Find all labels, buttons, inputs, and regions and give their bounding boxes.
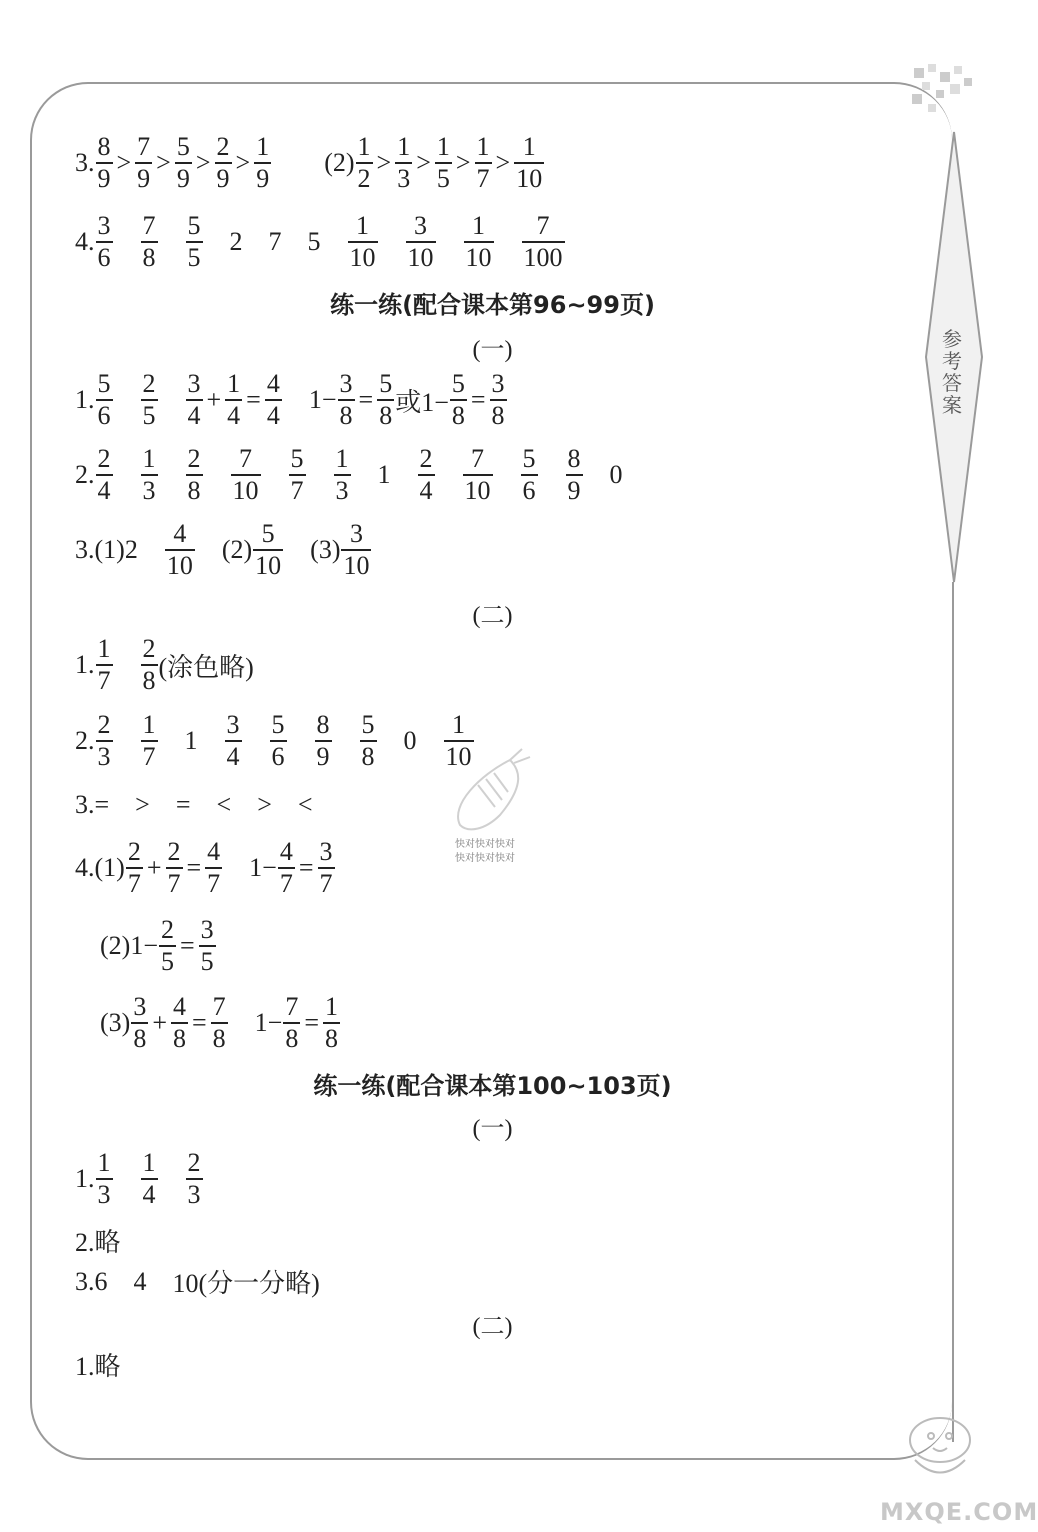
numerator: 1: [325, 992, 339, 1021]
fraction: [96, 132, 113, 194]
numerator: 2: [142, 369, 156, 398]
fraction: [126, 837, 143, 899]
fraction: [406, 211, 436, 273]
denominator: 8: [133, 1024, 147, 1053]
denominator: 7: [127, 869, 141, 898]
answer-text: 1.略: [75, 1352, 121, 1381]
fraction: [131, 992, 148, 1054]
denominator: 5: [142, 401, 156, 430]
fraction: [265, 369, 282, 431]
numerator: 1: [472, 211, 485, 240]
denominator: 3: [397, 164, 411, 193]
fraction: [96, 634, 113, 696]
fraction: [566, 444, 583, 506]
fraction: [289, 444, 306, 506]
numerator: 2: [167, 837, 181, 866]
denominator: 10: [516, 164, 543, 193]
numerator: 1: [452, 710, 465, 739]
fraction: [199, 915, 216, 977]
numerator: 7: [239, 444, 252, 473]
fraction: [323, 992, 340, 1054]
numerator: 5: [271, 710, 285, 739]
denominator: 8: [491, 401, 505, 430]
answer-line: [75, 211, 566, 273]
denominator: 7: [476, 164, 490, 193]
denominator: 5: [187, 243, 201, 272]
numerator: 3: [133, 992, 147, 1021]
fraction: [475, 132, 492, 194]
operator: +: [206, 385, 222, 414]
denominator: 8: [325, 1024, 339, 1053]
numerator: 2: [160, 915, 174, 944]
fraction: [96, 444, 113, 506]
fraction: [521, 444, 538, 506]
denominator: 4: [266, 401, 280, 430]
answer-line: [100, 992, 341, 1054]
watermark-text: 快对快对快对 快对快对快对: [455, 839, 515, 864]
denominator: 10: [464, 476, 491, 505]
fraction: [338, 369, 355, 431]
fraction: [96, 211, 113, 273]
operator: =: [179, 931, 195, 960]
fraction: [395, 132, 412, 194]
numerator: 5: [97, 369, 111, 398]
fraction: [175, 132, 192, 194]
denominator: 5: [436, 164, 450, 193]
answer-text: 1.: [75, 650, 95, 679]
section-heading: 练一练(配合课本第100~103页): [313, 1072, 672, 1100]
subsection-label: (二): [472, 1314, 513, 1340]
denominator: 10: [255, 551, 282, 580]
fraction: [360, 710, 377, 772]
operator: >: [416, 148, 431, 177]
answer-text: (2): [324, 148, 355, 177]
cartoon-corner-icon: [895, 1410, 985, 1490]
denominator: 5: [160, 947, 174, 976]
fraction: [186, 1148, 203, 1210]
numerator: 3: [339, 369, 353, 398]
numerator: 2: [187, 444, 201, 473]
numerator: 2: [216, 132, 230, 161]
fraction: [96, 1148, 113, 1210]
subsection-label: (二): [472, 603, 513, 629]
numerator: 2: [142, 634, 156, 663]
numerator: 1: [97, 634, 111, 663]
denominator: 10: [349, 243, 376, 272]
denominator: 10: [445, 742, 472, 771]
fraction: [135, 132, 152, 194]
fraction: [141, 211, 158, 273]
denominator: 6: [522, 476, 536, 505]
numerator: 5: [290, 444, 304, 473]
numerator: 1: [256, 132, 270, 161]
numerator: 1: [357, 132, 371, 161]
denominator: 4: [187, 401, 201, 430]
operator: >: [195, 148, 211, 177]
numerator: 5: [176, 132, 190, 161]
fraction: [341, 519, 371, 581]
denominator: 7: [167, 869, 181, 898]
fraction: [278, 837, 295, 899]
numerator: 5: [361, 710, 375, 739]
numerator: 7: [137, 132, 151, 161]
denominator: 10: [343, 551, 370, 580]
answer-line: [75, 369, 508, 431]
numerator: 3: [226, 710, 240, 739]
answer-text: >: [257, 790, 272, 819]
fraction: [205, 837, 222, 899]
denominator: 7: [142, 742, 156, 771]
fraction: [522, 211, 565, 273]
fraction: [253, 519, 283, 581]
fraction: [225, 369, 242, 431]
fraction: [334, 444, 351, 506]
numerator: 3: [97, 211, 111, 240]
answer-text: 2: [229, 227, 243, 256]
answer-text: 4.: [75, 227, 95, 256]
answer-line: [75, 519, 372, 581]
denominator: 7: [290, 476, 304, 505]
denominator: 3: [142, 476, 156, 505]
fraction: [186, 369, 203, 431]
answer-text: 1.: [75, 1164, 95, 1193]
numerator: 3: [200, 915, 214, 944]
denominator: 10: [465, 243, 492, 272]
denominator: 3: [97, 1180, 111, 1209]
fraction: [490, 369, 507, 431]
fraction: [141, 1148, 158, 1210]
fraction: [231, 444, 261, 506]
answer-text: 1−: [249, 853, 277, 882]
answer-text: 1−: [254, 1008, 283, 1037]
fraction: [463, 444, 493, 506]
denominator: 10: [232, 476, 259, 505]
answer-line: [75, 1346, 121, 1383]
answer-text: 4.(1): [75, 853, 125, 882]
operator: >: [455, 148, 471, 177]
denominator: 2: [357, 164, 371, 193]
denominator: 5: [200, 947, 214, 976]
denominator: 7: [97, 666, 111, 695]
numerator: 4: [207, 837, 221, 866]
numerator: 7: [142, 211, 156, 240]
numerator: 1: [522, 132, 536, 161]
denominator: 8: [285, 1024, 299, 1053]
numerator: 2: [127, 837, 141, 866]
answer-text: 3.6: [75, 1266, 108, 1296]
answer-text: 0: [609, 460, 623, 489]
answer-line: [75, 1222, 121, 1259]
fraction: [141, 444, 158, 506]
fraction: [159, 915, 176, 977]
answer-text: 10(分一分略): [172, 1269, 320, 1298]
numerator: 1: [142, 710, 156, 739]
fraction: [450, 369, 467, 431]
denominator: 3: [335, 476, 349, 505]
answer-text: 3.=: [75, 790, 110, 819]
numerator: 7: [536, 211, 550, 240]
fraction: [186, 211, 203, 273]
denominator: 6: [271, 742, 285, 771]
operator: >: [495, 148, 511, 177]
subsection-label: (一): [472, 337, 513, 363]
fraction: [318, 837, 335, 899]
denominator: 8: [379, 401, 393, 430]
denominator: 7: [319, 869, 333, 898]
fraction: [225, 710, 242, 772]
numerator: 3: [491, 369, 505, 398]
answer-text: 4: [133, 1266, 147, 1296]
fraction: [283, 992, 300, 1054]
numerator: 8: [316, 710, 330, 739]
numerator: 7: [212, 992, 226, 1021]
denominator: 4: [419, 476, 433, 505]
answer-text: 1−: [308, 385, 337, 414]
denominator: 9: [316, 742, 330, 771]
corner-squares-decoration: [910, 62, 980, 122]
fraction: [165, 519, 195, 581]
answer-line: [75, 837, 336, 899]
numerator: 5: [451, 369, 465, 398]
numerator: 2: [419, 444, 433, 473]
side-tab-label: 参考答案: [942, 327, 962, 417]
section-heading: 练一练(配合课本第96~99页): [330, 291, 655, 319]
fraction: [254, 132, 271, 194]
answer-text: 2.略: [75, 1228, 121, 1257]
answer-line: [75, 1263, 320, 1300]
corner-watermark-text: MXQE.COM: [880, 1498, 1038, 1526]
answer-text: 1: [377, 460, 391, 489]
answer-line: [75, 132, 545, 194]
answer-text: 7: [268, 227, 282, 256]
fraction: [356, 132, 373, 194]
fraction: [96, 369, 113, 431]
answer-line: [75, 790, 313, 820]
fraction: [141, 634, 158, 696]
denominator: 10: [407, 243, 434, 272]
denominator: 9: [176, 164, 190, 193]
answer-text: (3): [310, 535, 341, 564]
fraction: [377, 369, 394, 431]
numerator: 2: [97, 710, 111, 739]
numerator: 7: [471, 444, 484, 473]
denominator: 9: [256, 164, 270, 193]
fraction: [96, 710, 113, 772]
answer-text: =: [175, 790, 191, 819]
operator: =: [298, 853, 314, 882]
answer-text: 2.: [75, 460, 95, 489]
numerator: 3: [414, 211, 427, 240]
denominator: 8: [212, 1024, 226, 1053]
numerator: 1: [335, 444, 349, 473]
answer-text: (2): [221, 535, 253, 564]
numerator: 5: [261, 519, 275, 548]
fraction: [348, 211, 378, 273]
denominator: 7: [207, 869, 221, 898]
denominator: 9: [567, 476, 581, 505]
denominator: 4: [142, 1180, 156, 1209]
numerator: 7: [285, 992, 299, 1021]
answer-line: [75, 444, 623, 506]
numerator: 3: [187, 369, 201, 398]
answer-line: [100, 915, 217, 977]
operator: >: [116, 148, 132, 177]
denominator: 4: [226, 742, 240, 771]
operator: +: [152, 1008, 167, 1037]
answer-line: [75, 634, 254, 696]
answer-text: 或1−: [395, 387, 449, 417]
operator: +: [146, 853, 162, 882]
denominator: 100: [523, 243, 563, 272]
numerator: 5: [379, 369, 393, 398]
answer-text: 5: [307, 227, 321, 256]
numerator: 4: [173, 519, 187, 548]
numerator: 1: [142, 1148, 156, 1177]
fraction: [171, 992, 188, 1054]
numerator: 2: [187, 1148, 201, 1177]
denominator: 3: [97, 742, 111, 771]
answer-text: <: [297, 790, 313, 819]
operator: =: [470, 385, 486, 414]
fraction: [514, 132, 544, 194]
numerator: 1: [397, 132, 411, 161]
fraction: [186, 444, 203, 506]
operator: >: [156, 148, 171, 177]
denominator: 9: [97, 164, 111, 193]
fraction: [141, 369, 158, 431]
numerator: 1: [97, 1148, 111, 1177]
answer-text: 3.: [75, 148, 95, 177]
numerator: 8: [567, 444, 581, 473]
operator: =: [192, 1008, 207, 1037]
denominator: 8: [451, 401, 465, 430]
operator: =: [304, 1008, 320, 1037]
answer-text: <: [216, 790, 232, 819]
denominator: 8: [361, 742, 375, 771]
answer-line: [75, 1148, 204, 1210]
operator: =: [358, 385, 374, 414]
denominator: 3: [187, 1180, 201, 1209]
numerator: 1: [436, 132, 450, 161]
denominator: 9: [216, 164, 230, 193]
numerator: 5: [522, 444, 536, 473]
numerator: 5: [187, 211, 201, 240]
answer-text: 0: [403, 726, 417, 755]
denominator: 4: [97, 476, 111, 505]
denominator: 4: [227, 401, 241, 430]
denominator: 6: [97, 401, 111, 430]
denominator: 6: [97, 243, 111, 272]
answer-text: 2.: [75, 726, 95, 755]
numerator: 1: [227, 369, 241, 398]
denominator: 8: [173, 1024, 186, 1053]
numerator: 3: [349, 519, 363, 548]
numerator: 4: [266, 369, 280, 398]
denominator: 10: [166, 551, 193, 580]
answer-text: (2)1−: [100, 931, 158, 960]
denominator: 8: [142, 666, 156, 695]
fraction: [211, 992, 228, 1054]
carrot-watermark-icon: [440, 745, 540, 835]
denominator: 7: [279, 869, 293, 898]
operator: >: [376, 148, 392, 177]
fraction: [141, 710, 158, 772]
answer-text: (涂色略): [158, 652, 254, 682]
numerator: 1: [476, 132, 490, 161]
denominator: 8: [339, 401, 353, 430]
answer-text: >: [135, 790, 150, 819]
numerator: 2: [97, 444, 111, 473]
denominator: 8: [187, 476, 201, 505]
answer-text: (3): [100, 1008, 131, 1037]
numerator: 3: [319, 837, 333, 866]
fraction: [464, 211, 494, 273]
answer-text: 1.: [75, 385, 95, 414]
answer-text: 3.(1)2: [75, 535, 138, 564]
operator: =: [246, 385, 261, 414]
subsection-label: (一): [472, 1116, 513, 1142]
answer-text: 1: [184, 726, 198, 755]
numerator: 8: [97, 132, 111, 161]
operator: =: [186, 853, 202, 882]
denominator: 8: [142, 243, 156, 272]
fraction: [166, 837, 183, 899]
answer-line: [75, 710, 475, 772]
fraction: [270, 710, 287, 772]
numerator: 1: [356, 211, 369, 240]
fraction: [215, 132, 232, 194]
denominator: 9: [137, 164, 151, 193]
fraction: [315, 710, 332, 772]
numerator: 1: [142, 444, 156, 473]
numerator: 4: [173, 992, 186, 1021]
fraction: [435, 132, 452, 194]
numerator: 4: [279, 837, 293, 866]
fraction: [418, 444, 435, 506]
operator: >: [235, 148, 251, 177]
